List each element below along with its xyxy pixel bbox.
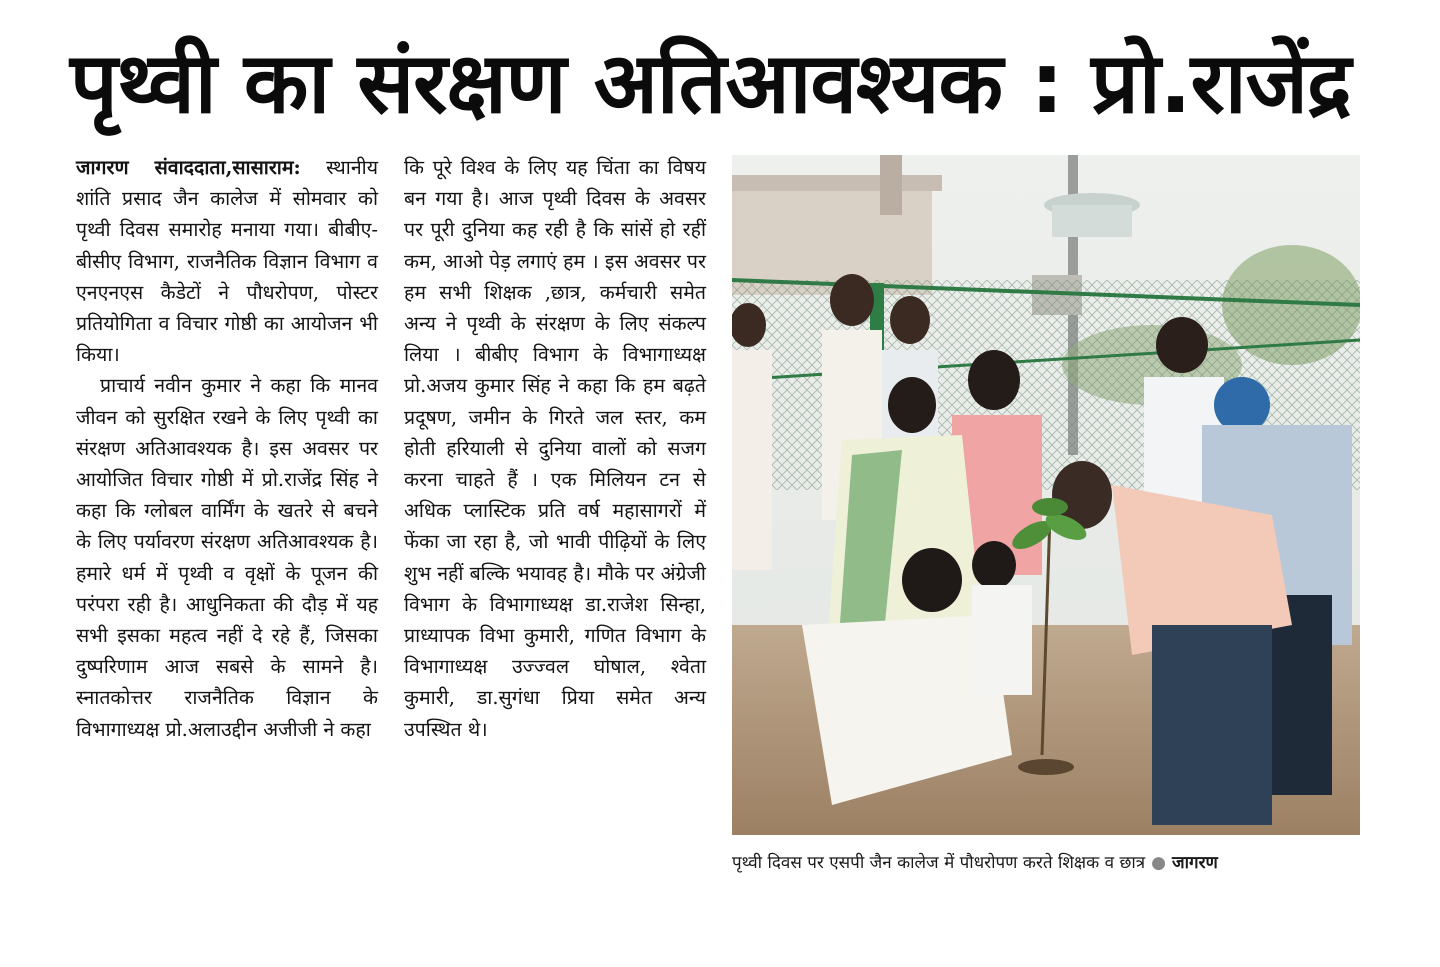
article-paragraph-1-text: स्थानीय शांति प्रसाद जैन कालेज में सोमवार को पृथ्वी दिवस समारोह मनाया गया। बीबीए-बीसीए विभाग, राजनैतिक विज्ञान विभाग व एनएनएस कैडेटों ने पौधरोपण, पोस्टर प्रतियोगिता व विचार गोष्ठी का आयोजन भी किया। <box>76 156 378 367</box>
caption-text: पृथ्वी दिवस पर एसपी जैन कालेज में पौधरोपण करते शिक्षक व छात्र <box>732 853 1146 873</box>
headline: पृथ्वी का संरक्षण अतिआवश्यक : प्रो.राजेंद्र <box>70 34 1351 132</box>
article-paragraph-2: प्राचार्य नवीन कुमार ने कहा कि मानव जीवन को सुरक्षित रखने के लिए पृथ्वी का संरक्षण अतिआवश्यक है। इस अवसर पर आयोजित विचार गोष्ठी में प्रो.राजेंद्र सिंह ने कहा कि ग्लोबल वार्मिंग के खतरे से बचने के लिए पर्यावरण संरक्षण अतिआवश्यक है। हमारे धर्म में पृथ्वी व वृक्षों के पूजन की परंपरा रही है। आधुनिकता की दौड़ में यह सभी इसका महत्व नहीं दे रहे हैं, जिसका दुष्परिणाम आज सबसे के सामने है। स्नातकोत्तर राजनैतिक विज्ञान के विभागाध्यक्ष प्रो.अलाउद्दीन अजीजी ने कहा <box>76 374 378 741</box>
article-column-2 <box>404 152 706 745</box>
caption-separator: ● <box>1151 853 1166 873</box>
article-column-2-text: कि पूरे विश्व के लिए यह चिंता का विषय बन गया है। आज पृथ्वी दिवस के अवसर पर पूरी दुनिया कह रही है कि सांसें हो रहीं कम, आओ पेड़ लगाएं हम । इस अवसर पर हम सभी शिक्षक ,छात्र, कर्मचारी समेत अन्य ने पृथ्वी के संरक्षण के लिए संकल्प लिया । बीबीए विभाग के विभागाध्यक्ष प्रो.अजय कुमार सिंह ने कहा कि हम बढ़ते प्रदूषण, जमीन के गिरते जल स्तर, कम होती हरियाली से दुनिया वालों को सजग करना चाहते हैं । एक मिलियन टन से अधिक प्लास्टिक प्रति वर्ष महासागरों में फेंका जा रहा है, जो भावी पीढ़ियों के लिए शुभ नहीं बल्कि भयावह है। मौके पर अंग्रेजी विभाग के विभागाध्यक्ष डा.राजेश सिन्हा, प्राध्यापक विभा कुमारी, गणित विभाग के विभागाध्यक्ष उज्ज्वल घोषाल, श्वेता कुमारी, डा.सुगंधा प्रिया समेत अन्य उपस्थित थे। <box>404 156 706 741</box>
article-column-1 <box>76 152 378 745</box>
tree-planting-photo <box>732 155 1360 835</box>
article-paragraph-1 <box>76 152 378 370</box>
photo-caption <box>732 850 1372 876</box>
dateline: जागरण संवाददाता,सासाराम: <box>76 156 301 179</box>
news-photo <box>732 155 1360 835</box>
photo-credit: जागरण <box>1172 853 1218 873</box>
